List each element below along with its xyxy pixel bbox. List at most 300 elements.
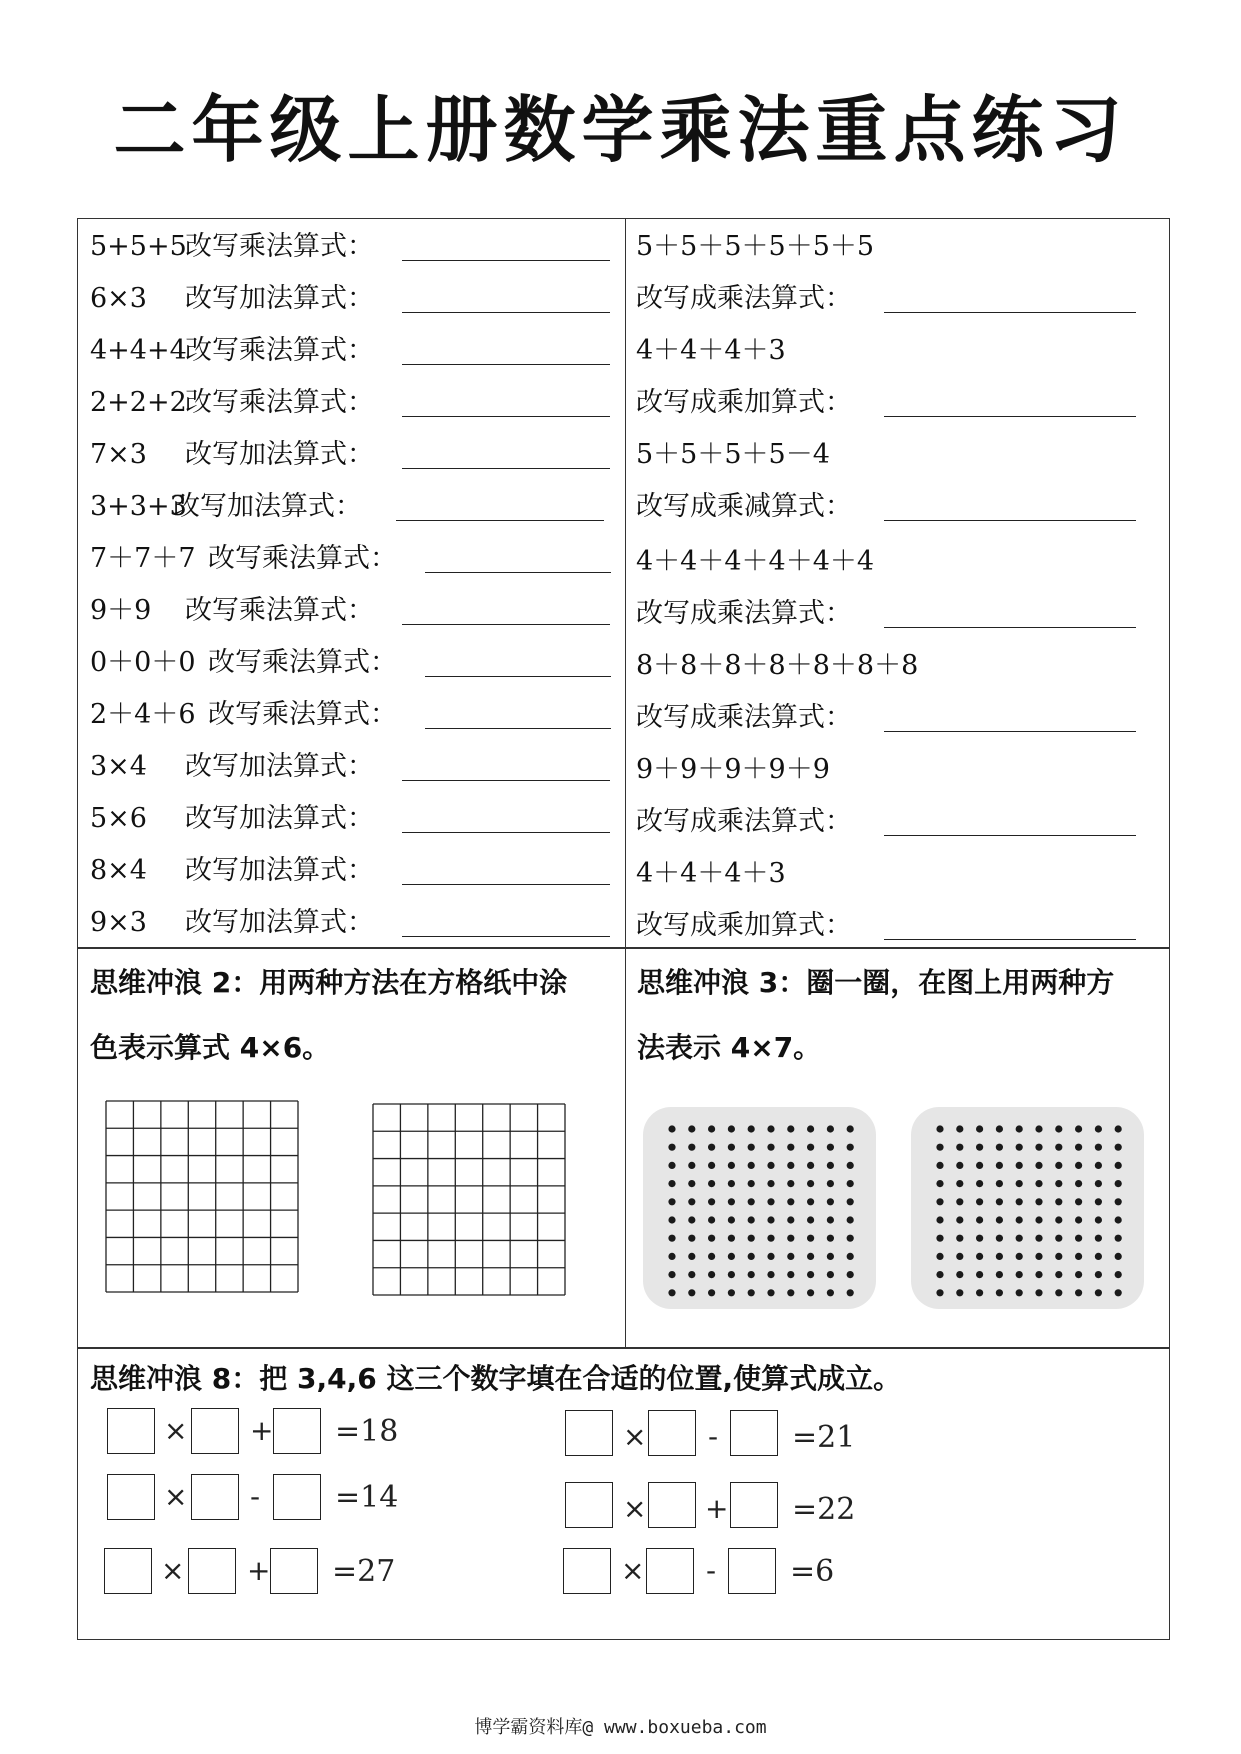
exercise-expression: 5+5+5 [90, 231, 187, 262]
exercise-instruction: 改写乘法算式： [208, 647, 397, 678]
answer-blank[interactable] [425, 572, 611, 573]
exercise-expression: 5＋5＋5＋5－4 [636, 439, 830, 470]
dot [1095, 1216, 1102, 1223]
dot [936, 1180, 943, 1187]
dot [748, 1253, 755, 1260]
operator-sign: - [706, 1554, 717, 1587]
answer-box[interactable] [563, 1548, 611, 1594]
dot [1055, 1125, 1062, 1132]
answer-box[interactable] [107, 1474, 155, 1520]
answer-blank[interactable] [884, 627, 1136, 628]
dot [827, 1235, 834, 1242]
dot [1115, 1125, 1122, 1132]
dot [847, 1180, 854, 1187]
dot [807, 1162, 814, 1169]
exercise-expression: 4＋4＋4＋4＋4＋4 [636, 546, 875, 577]
dot [827, 1180, 834, 1187]
dot [1035, 1271, 1042, 1278]
dot [787, 1144, 794, 1151]
exercise-instruction: 改写乘法算式： [185, 595, 374, 626]
dot [996, 1271, 1003, 1278]
equation-result: =22 [792, 1492, 856, 1527]
dot [1016, 1289, 1023, 1296]
exercise-expression: 0＋0＋0 [90, 647, 196, 678]
dot [1016, 1125, 1023, 1132]
answer-box[interactable] [730, 1482, 778, 1528]
dot [1075, 1271, 1082, 1278]
dot [728, 1180, 735, 1187]
dot [1055, 1253, 1062, 1260]
dot-array-right[interactable] [911, 1107, 1144, 1309]
page-title: 二年级上册数学乘法重点练习 [113, 88, 1128, 172]
dot [1035, 1216, 1042, 1223]
dot [976, 1216, 983, 1223]
dot [688, 1125, 695, 1132]
dot [728, 1198, 735, 1205]
dot [668, 1198, 675, 1205]
dot [787, 1198, 794, 1205]
dot [1035, 1198, 1042, 1205]
exercise-instruction: 改写乘法算式： [208, 543, 397, 574]
dot [1075, 1216, 1082, 1223]
dot [976, 1235, 983, 1242]
equation-result: =6 [790, 1554, 835, 1589]
exercise-instruction: 改写成乘法算式： [636, 283, 852, 314]
exercise-instruction: 改写乘法算式： [208, 699, 397, 730]
dot [996, 1253, 1003, 1260]
dot [807, 1253, 814, 1260]
operator-sign: - [250, 1480, 261, 1513]
dot [847, 1253, 854, 1260]
equation-result: =14 [335, 1480, 399, 1515]
dot [976, 1289, 983, 1296]
exercise-expression: 4+4+4 [90, 335, 187, 366]
dot [847, 1235, 854, 1242]
dot [767, 1271, 774, 1278]
answer-blank[interactable] [884, 731, 1136, 732]
answer-blank[interactable] [402, 936, 610, 937]
dot [668, 1144, 675, 1151]
dot [1095, 1253, 1102, 1260]
dot [996, 1125, 1003, 1132]
dot [1095, 1235, 1102, 1242]
dot [936, 1144, 943, 1151]
dot [748, 1271, 755, 1278]
dot [956, 1180, 963, 1187]
dot [1016, 1180, 1023, 1187]
answer-box[interactable] [728, 1548, 776, 1594]
dot [1016, 1162, 1023, 1169]
dot [767, 1216, 774, 1223]
exercise-instruction: 改写加法算式： [185, 751, 374, 782]
dot [728, 1216, 735, 1223]
dot [1115, 1216, 1122, 1223]
operator-sign: - [708, 1420, 719, 1453]
dot [708, 1289, 715, 1296]
answer-box[interactable] [107, 1408, 155, 1454]
dot [1115, 1162, 1122, 1169]
answer-blank[interactable] [402, 780, 610, 781]
exercise-expression: 3×4 [90, 751, 147, 782]
dot [956, 1289, 963, 1296]
answer-box[interactable] [730, 1410, 778, 1456]
dot [847, 1125, 854, 1132]
dot [668, 1271, 675, 1278]
dot [807, 1289, 814, 1296]
answer-blank[interactable] [402, 416, 610, 417]
dot [668, 1180, 675, 1187]
exercise-expression: 9＋9 [90, 595, 152, 626]
dot [1075, 1253, 1082, 1260]
multiply-sign: × [623, 1492, 647, 1525]
dot [767, 1125, 774, 1132]
dot [708, 1271, 715, 1278]
dot [668, 1289, 675, 1296]
dot [748, 1235, 755, 1242]
dot [996, 1289, 1003, 1296]
dot [1055, 1289, 1062, 1296]
dot [807, 1125, 814, 1132]
dot [956, 1162, 963, 1169]
dot [708, 1125, 715, 1132]
dot [847, 1198, 854, 1205]
dot [807, 1216, 814, 1223]
exercise-instruction: 改写加法算式： [185, 803, 374, 834]
dot [827, 1144, 834, 1151]
dot [787, 1235, 794, 1242]
dot [1115, 1144, 1122, 1151]
dot [767, 1180, 774, 1187]
dot [787, 1180, 794, 1187]
dot [1075, 1144, 1082, 1151]
dot [728, 1144, 735, 1151]
dot [827, 1253, 834, 1260]
answer-box[interactable] [191, 1408, 239, 1454]
operator-sign: + [250, 1414, 274, 1447]
exercise-expression: 9×3 [90, 907, 147, 938]
dot [936, 1289, 943, 1296]
exercise-expression: 8＋8＋8＋8＋8＋8＋8 [636, 650, 919, 681]
answer-blank[interactable] [884, 939, 1136, 940]
dot [668, 1125, 675, 1132]
exercise-instruction: 改写乘法算式： [185, 231, 374, 262]
square-grid-left[interactable] [105, 1100, 299, 1293]
dot [728, 1162, 735, 1169]
exercise-expression: 2+2+2 [90, 387, 187, 418]
equation-result: =18 [335, 1414, 399, 1449]
dot [996, 1180, 1003, 1187]
dot [708, 1235, 715, 1242]
dot [807, 1144, 814, 1151]
dot [767, 1253, 774, 1260]
dot [996, 1216, 1003, 1223]
dot [1115, 1235, 1122, 1242]
dot [748, 1125, 755, 1132]
dot [767, 1289, 774, 1296]
dot [1115, 1253, 1122, 1260]
dot [807, 1198, 814, 1205]
dot [1095, 1180, 1102, 1187]
exercise-instruction: 改写成乘法算式： [636, 806, 852, 837]
exercise-instruction: 改写乘法算式： [185, 335, 374, 366]
answer-box[interactable] [648, 1482, 696, 1528]
dot [1035, 1253, 1042, 1260]
dot [728, 1235, 735, 1242]
dot [668, 1253, 675, 1260]
section3-title-line1: 思维冲浪 3：圈一圈，在图上用两种方 [637, 966, 1115, 999]
dot [956, 1198, 963, 1205]
dot [728, 1253, 735, 1260]
answer-box[interactable] [273, 1408, 321, 1454]
dot [976, 1125, 983, 1132]
dot [976, 1198, 983, 1205]
dot [976, 1271, 983, 1278]
dot-array-left[interactable] [643, 1107, 876, 1309]
dot [668, 1235, 675, 1242]
dot [1035, 1289, 1042, 1296]
answer-blank[interactable] [425, 676, 611, 677]
dot [767, 1162, 774, 1169]
dot [748, 1180, 755, 1187]
dot [1035, 1235, 1042, 1242]
operator-sign: + [247, 1554, 271, 1587]
exercise-instruction: 改写成乘加算式： [636, 910, 852, 941]
exercise-instruction: 改写成乘法算式： [636, 702, 852, 733]
dot [787, 1125, 794, 1132]
answer-blank[interactable] [402, 624, 610, 625]
dot [688, 1289, 695, 1296]
dot [956, 1271, 963, 1278]
exercise-instruction: 改写加法算式： [185, 855, 374, 886]
answer-box[interactable] [648, 1410, 696, 1456]
answer-blank[interactable] [884, 312, 1136, 313]
dot [976, 1180, 983, 1187]
dot [956, 1253, 963, 1260]
dot [688, 1271, 695, 1278]
dot [688, 1144, 695, 1151]
dot [827, 1125, 834, 1132]
dot [1075, 1180, 1082, 1187]
answer-blank[interactable] [402, 832, 610, 833]
dot [1095, 1271, 1102, 1278]
exercise-expression: 8×4 [90, 855, 147, 886]
footer-source: 博学霸资料库@ www.boxueba.com [474, 1717, 767, 1738]
dot [787, 1289, 794, 1296]
dot [847, 1271, 854, 1278]
dot [767, 1235, 774, 1242]
multiply-sign: × [161, 1554, 185, 1587]
dot [996, 1235, 1003, 1242]
dot [688, 1198, 695, 1205]
dot [1016, 1253, 1023, 1260]
dot [1016, 1198, 1023, 1205]
exercise-instruction: 改写加法算式： [185, 283, 374, 314]
dot [956, 1125, 963, 1132]
dot [936, 1198, 943, 1205]
dot [1035, 1162, 1042, 1169]
answer-box[interactable] [565, 1482, 613, 1528]
dot [1016, 1216, 1023, 1223]
dot [787, 1162, 794, 1169]
dot [708, 1198, 715, 1205]
dot [708, 1144, 715, 1151]
answer-blank[interactable] [402, 312, 610, 313]
dot [1055, 1198, 1062, 1205]
exercise-instruction: 改写成乘法算式： [636, 598, 852, 629]
answer-blank[interactable] [402, 260, 610, 261]
exercise-table-frame [77, 218, 1170, 948]
operator-sign: + [705, 1492, 729, 1525]
dot [1016, 1271, 1023, 1278]
section3-title-line2: 法表示 4×7。 [637, 1031, 822, 1064]
exercise-instruction: 改写加法算式： [185, 439, 374, 470]
multiply-sign: × [164, 1414, 188, 1447]
answer-blank[interactable] [425, 728, 611, 729]
dot [1035, 1144, 1042, 1151]
dot [936, 1216, 943, 1223]
exercise-instruction: 改写加法算式： [173, 491, 362, 522]
dot [1055, 1180, 1062, 1187]
dot [936, 1253, 943, 1260]
exercise-expression: 2＋4＋6 [90, 699, 196, 730]
dot [748, 1289, 755, 1296]
dot [1075, 1235, 1082, 1242]
dot [708, 1216, 715, 1223]
dot [1115, 1180, 1122, 1187]
dot [767, 1198, 774, 1205]
dot [1035, 1125, 1042, 1132]
dot [748, 1144, 755, 1151]
dot [827, 1289, 834, 1296]
multiply-sign: × [621, 1554, 645, 1587]
dot [708, 1180, 715, 1187]
answer-box[interactable] [104, 1548, 152, 1594]
answer-box[interactable] [273, 1474, 321, 1520]
dot [807, 1271, 814, 1278]
dot [708, 1253, 715, 1260]
answer-blank[interactable] [402, 468, 610, 469]
dot [1055, 1162, 1062, 1169]
dot [668, 1216, 675, 1223]
dot [1095, 1125, 1102, 1132]
answer-blank[interactable] [402, 884, 610, 885]
exercise-instruction: 改写成乘减算式： [636, 491, 852, 522]
dot [787, 1271, 794, 1278]
dot [827, 1162, 834, 1169]
dot [1115, 1198, 1122, 1205]
dot [996, 1144, 1003, 1151]
dot [1016, 1144, 1023, 1151]
dot [728, 1289, 735, 1296]
section2-title-line1: 思维冲浪 2：用两种方法在方格纸中涂 [90, 966, 568, 999]
dot [688, 1253, 695, 1260]
exercise-instruction: 改写加法算式： [185, 907, 374, 938]
dot-array-left-dots [643, 1107, 876, 1309]
exercise-expression: 5＋5＋5＋5＋5＋5 [636, 231, 875, 262]
dot [787, 1216, 794, 1223]
answer-blank[interactable] [884, 416, 1136, 417]
dot [1075, 1289, 1082, 1296]
dot [1095, 1162, 1102, 1169]
dot [976, 1144, 983, 1151]
exercise-expression: 4＋4＋4＋3 [636, 858, 786, 889]
exercise-expression: 4＋4＋4＋3 [636, 335, 786, 366]
dot [688, 1162, 695, 1169]
dot [787, 1253, 794, 1260]
dot [748, 1162, 755, 1169]
dot [688, 1216, 695, 1223]
dot [996, 1162, 1003, 1169]
answer-box[interactable] [191, 1474, 239, 1520]
exercise-expression: 7＋7＋7 [90, 543, 196, 574]
dot [827, 1216, 834, 1223]
dot [728, 1125, 735, 1132]
dot [936, 1235, 943, 1242]
dot [1075, 1162, 1082, 1169]
dot [847, 1289, 854, 1296]
dot [936, 1162, 943, 1169]
equation-result: =27 [332, 1554, 396, 1589]
dot [936, 1125, 943, 1132]
dot [1095, 1289, 1102, 1296]
column-divider [625, 218, 626, 948]
answer-box[interactable] [646, 1548, 694, 1594]
dot [976, 1162, 983, 1169]
dot [847, 1216, 854, 1223]
exercise-expression: 6×3 [90, 283, 147, 314]
dot [847, 1144, 854, 1151]
dot [1055, 1235, 1062, 1242]
dot [767, 1144, 774, 1151]
dot [956, 1216, 963, 1223]
dot [936, 1271, 943, 1278]
answer-blank[interactable] [396, 520, 604, 521]
exercise-expression: 5×6 [90, 803, 147, 834]
square-grid-right[interactable] [372, 1103, 566, 1296]
dot [807, 1235, 814, 1242]
dot [708, 1162, 715, 1169]
dot [688, 1235, 695, 1242]
dot [827, 1271, 834, 1278]
dot [847, 1162, 854, 1169]
section8-title: 思维冲浪 8：把 3,4,6 这三个数字填在合适的位置,使算式成立。 [90, 1362, 902, 1395]
exercise-expression: 3+3+3 [90, 491, 187, 522]
dot [748, 1198, 755, 1205]
dot [1055, 1271, 1062, 1278]
answer-box[interactable] [270, 1548, 318, 1594]
dot [1055, 1216, 1062, 1223]
exercise-expression: 7×3 [90, 439, 147, 470]
exercise-expression: 9＋9＋9＋9＋9 [636, 754, 830, 785]
dot [1016, 1235, 1023, 1242]
answer-blank[interactable] [884, 835, 1136, 836]
dot [976, 1253, 983, 1260]
dot [1075, 1125, 1082, 1132]
equation-result: =21 [792, 1420, 856, 1455]
dot [1075, 1198, 1082, 1205]
multiply-sign: × [623, 1420, 647, 1453]
answer-box[interactable] [188, 1548, 236, 1594]
answer-blank[interactable] [402, 364, 610, 365]
answer-box[interactable] [565, 1410, 613, 1456]
dot-array-right-dots [911, 1107, 1144, 1309]
answer-blank[interactable] [884, 520, 1136, 521]
dot [748, 1216, 755, 1223]
dot [728, 1271, 735, 1278]
dot [1095, 1144, 1102, 1151]
dot [1115, 1289, 1122, 1296]
dot [688, 1180, 695, 1187]
